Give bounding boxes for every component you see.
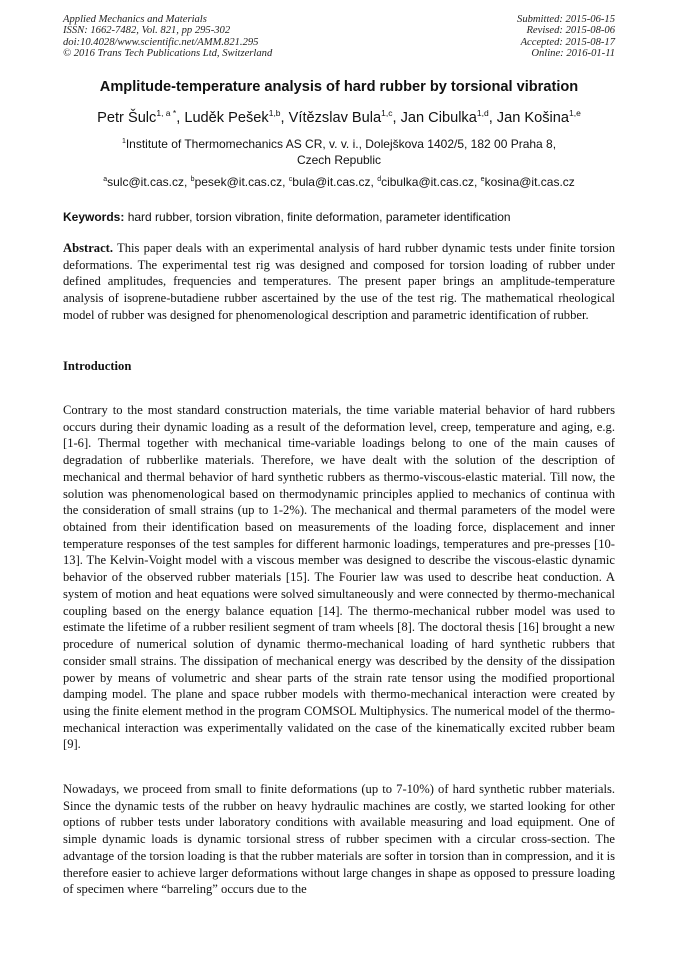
affiliation-line-1: Institute of Thermomechanics AS CR, v. v. i., Dolejškova 1402/5, 182 00 Praha 8, [125,137,557,151]
abstract [63,240,615,324]
author-affiliation-mark: 1, a * [156,108,177,118]
date-online: Online: 2016-01-11 [531,48,615,60]
email-list: $^a$sulc@it.cas.cz, $^b$pesek@it.cas.cz, $^c$bula@it.cas.cz, $^d$cibulka@it.cas.cz, $^e$kosina@it.cas.cz [103,175,575,189]
journal-issn: ISSN: 1662-7482, Vol. 821, pp 295-302 [63,25,231,37]
author-name: Luděk Pešek [184,110,269,126]
journal-name: Applied Mechanics and Materials [63,14,207,25]
affiliation-line-2: Czech Republic [296,152,382,167]
author-affiliation-mark: 1,e [569,108,581,118]
email-address[interactable]: sulc@it.cas.cz [107,175,184,189]
abstract-label: Abstract. [63,241,114,255]
date-accepted: Accepted: 2015-08-17 [520,36,615,48]
email-address[interactable]: kosina@it.cas.cz [484,175,575,189]
email-address[interactable]: cibulka@it.cas.cz [381,175,474,189]
author-name: Petr Šulc [97,110,157,126]
email-address[interactable]: pesek@it.cas.cz [194,175,283,189]
email-mark: e [480,176,485,183]
keywords-text: hard rubber, torsion vibration, finite deformation, parameter identification [127,210,511,224]
email-mark: c [288,176,293,183]
email-address[interactable]: bula@it.cas.cz [292,175,371,189]
author-name: Jan Košina [496,110,570,126]
keywords-label: Keywords: [63,210,125,224]
introduction-paragraph-1: Contrary to the most standard construction materials, the time variable material behavior of hard rubbers occurs during their dynamic loading as a result of the deformation level, creep, temperature and aging, e.g. [1-6]. Thermal together with mechanical time-variable loadings belong to one of the main causes of degradation of rubberlike materials. Therefore, we have dealt with the solution of the description of mechanical and thermal behavior of hard synthetic rubbers as thermo-viscous-elastic material. Till now, the solution was phenomenological based on thermodynamic principles applied to mechanics of continua with the consideration of small strains (up to 1-2%). The mechanical and thermal parameters of the model were obtained from their identification based on measurements of the loading force, displacement and inner temperature responses of the test samples for different harmonic loadings, temperatures and pre-presses [10-13]. The Kelvin-Voight model with a viscous member was designed to describe the viscous-elastic dynamic behavior of the observed rubber materials [15]. The Fourier law was used to describe heat conduction. A system of motion and heat equations were solved simultaneously and were connected by thermo-mechanical coupling based on the energy balance equation [14]. The thermo-mechanical rubber model was used to estimate the lifetime of a rubber resilient segment of tram wheels [8]. The doctoral thesis [16] brought a new procedure of numerical solution of dynamic thermo-mechanical loading of hard synthetic rubbers that consider small strains. The dissipation of mechanical energy was described by the density of the dissipation power by means of volumetric and shear parts of the strain rate tensor using the modified proportional damping model. The plane and space rubber models with thermo-mechanical interaction were created by using the finite element method in the program COMSOL Multiphysics. The numerical model of the thermo-mechanical interaction was experimentally validated on the case of the kinematically excited rubber beam [9]. [63,403,615,752]
section-heading-introduction: Introduction [63,359,132,373]
introduction-paragraph-2: Nowadays, we proceed from small to finite deformations (up to 7-10%) of hard synthetic rubber materials. Since the dynamic tests of the rubber on heavy hydraulic machines are costly, we started looking for other options of rubber tests under laboratory conditions with available measuring and load equipment. One of simple dynamic loads is dynamic torsional stress of rubber specimen with a circular cross-section. The advantage of the torsion loading is that the rubber materials are softer in torsion than in compression, and it is therefore easier to achieve larger deformations without large changes in shape as opposed to pressure loading of specimen where “barreling” occurs due to the [63,782,615,897]
date-revised: Revised: 2015-08-06 [526,25,615,37]
author-name: Vítězslav Bula [288,110,382,126]
author-affiliation-mark: 1,b [268,108,281,118]
dates-header [517,14,615,60]
email-mark: d [377,176,382,183]
author-affiliation-mark: 1,c [381,108,393,118]
keywords [63,210,615,224]
journal-header [63,14,272,60]
affiliation [40,137,638,168]
email-mark: b [190,176,195,183]
author-affiliation-mark: 1,d [476,108,489,118]
author-list: Petr Šulc$^{1, a *}$, Luděk Pešek$^{1,b}$, Vítězslav Bula$^{1,c}$, Jan Cibulka$^{1,d}$, Jan Košina$^{1,e}$ [97,108,581,126]
paper-title: Amplitude-temperature analysis of hard rubber by torsional vibration [99,79,579,95]
date-submitted: Submitted: 2015-06-15 [517,14,615,25]
journal-doi: doi:10.4028/www.scientific.net/AMM.821.295 [63,36,259,48]
author-name: Jan Cibulka [400,110,477,126]
journal-copyright: © 2016 Trans Tech Publications Ltd, Switzerland [63,48,273,60]
abstract-text: This paper deals with an experimental analysis of hard rubber dynamic tests under finite torsion deformations. The experimental test rig was designed and composed for torsion loading of rubber under defined amplitudes, frequencies and temperatures. The present paper brings an amplitude-temperature analysis of isoprene-butadiene rubber ascertained by the use of the test rig. The mathematical rheological model of rubber was designed for phenomenological description and parametric identification of rubber. [63,241,616,322]
affiliation-mark: 1 [121,138,126,145]
email-mark: a [103,176,108,183]
